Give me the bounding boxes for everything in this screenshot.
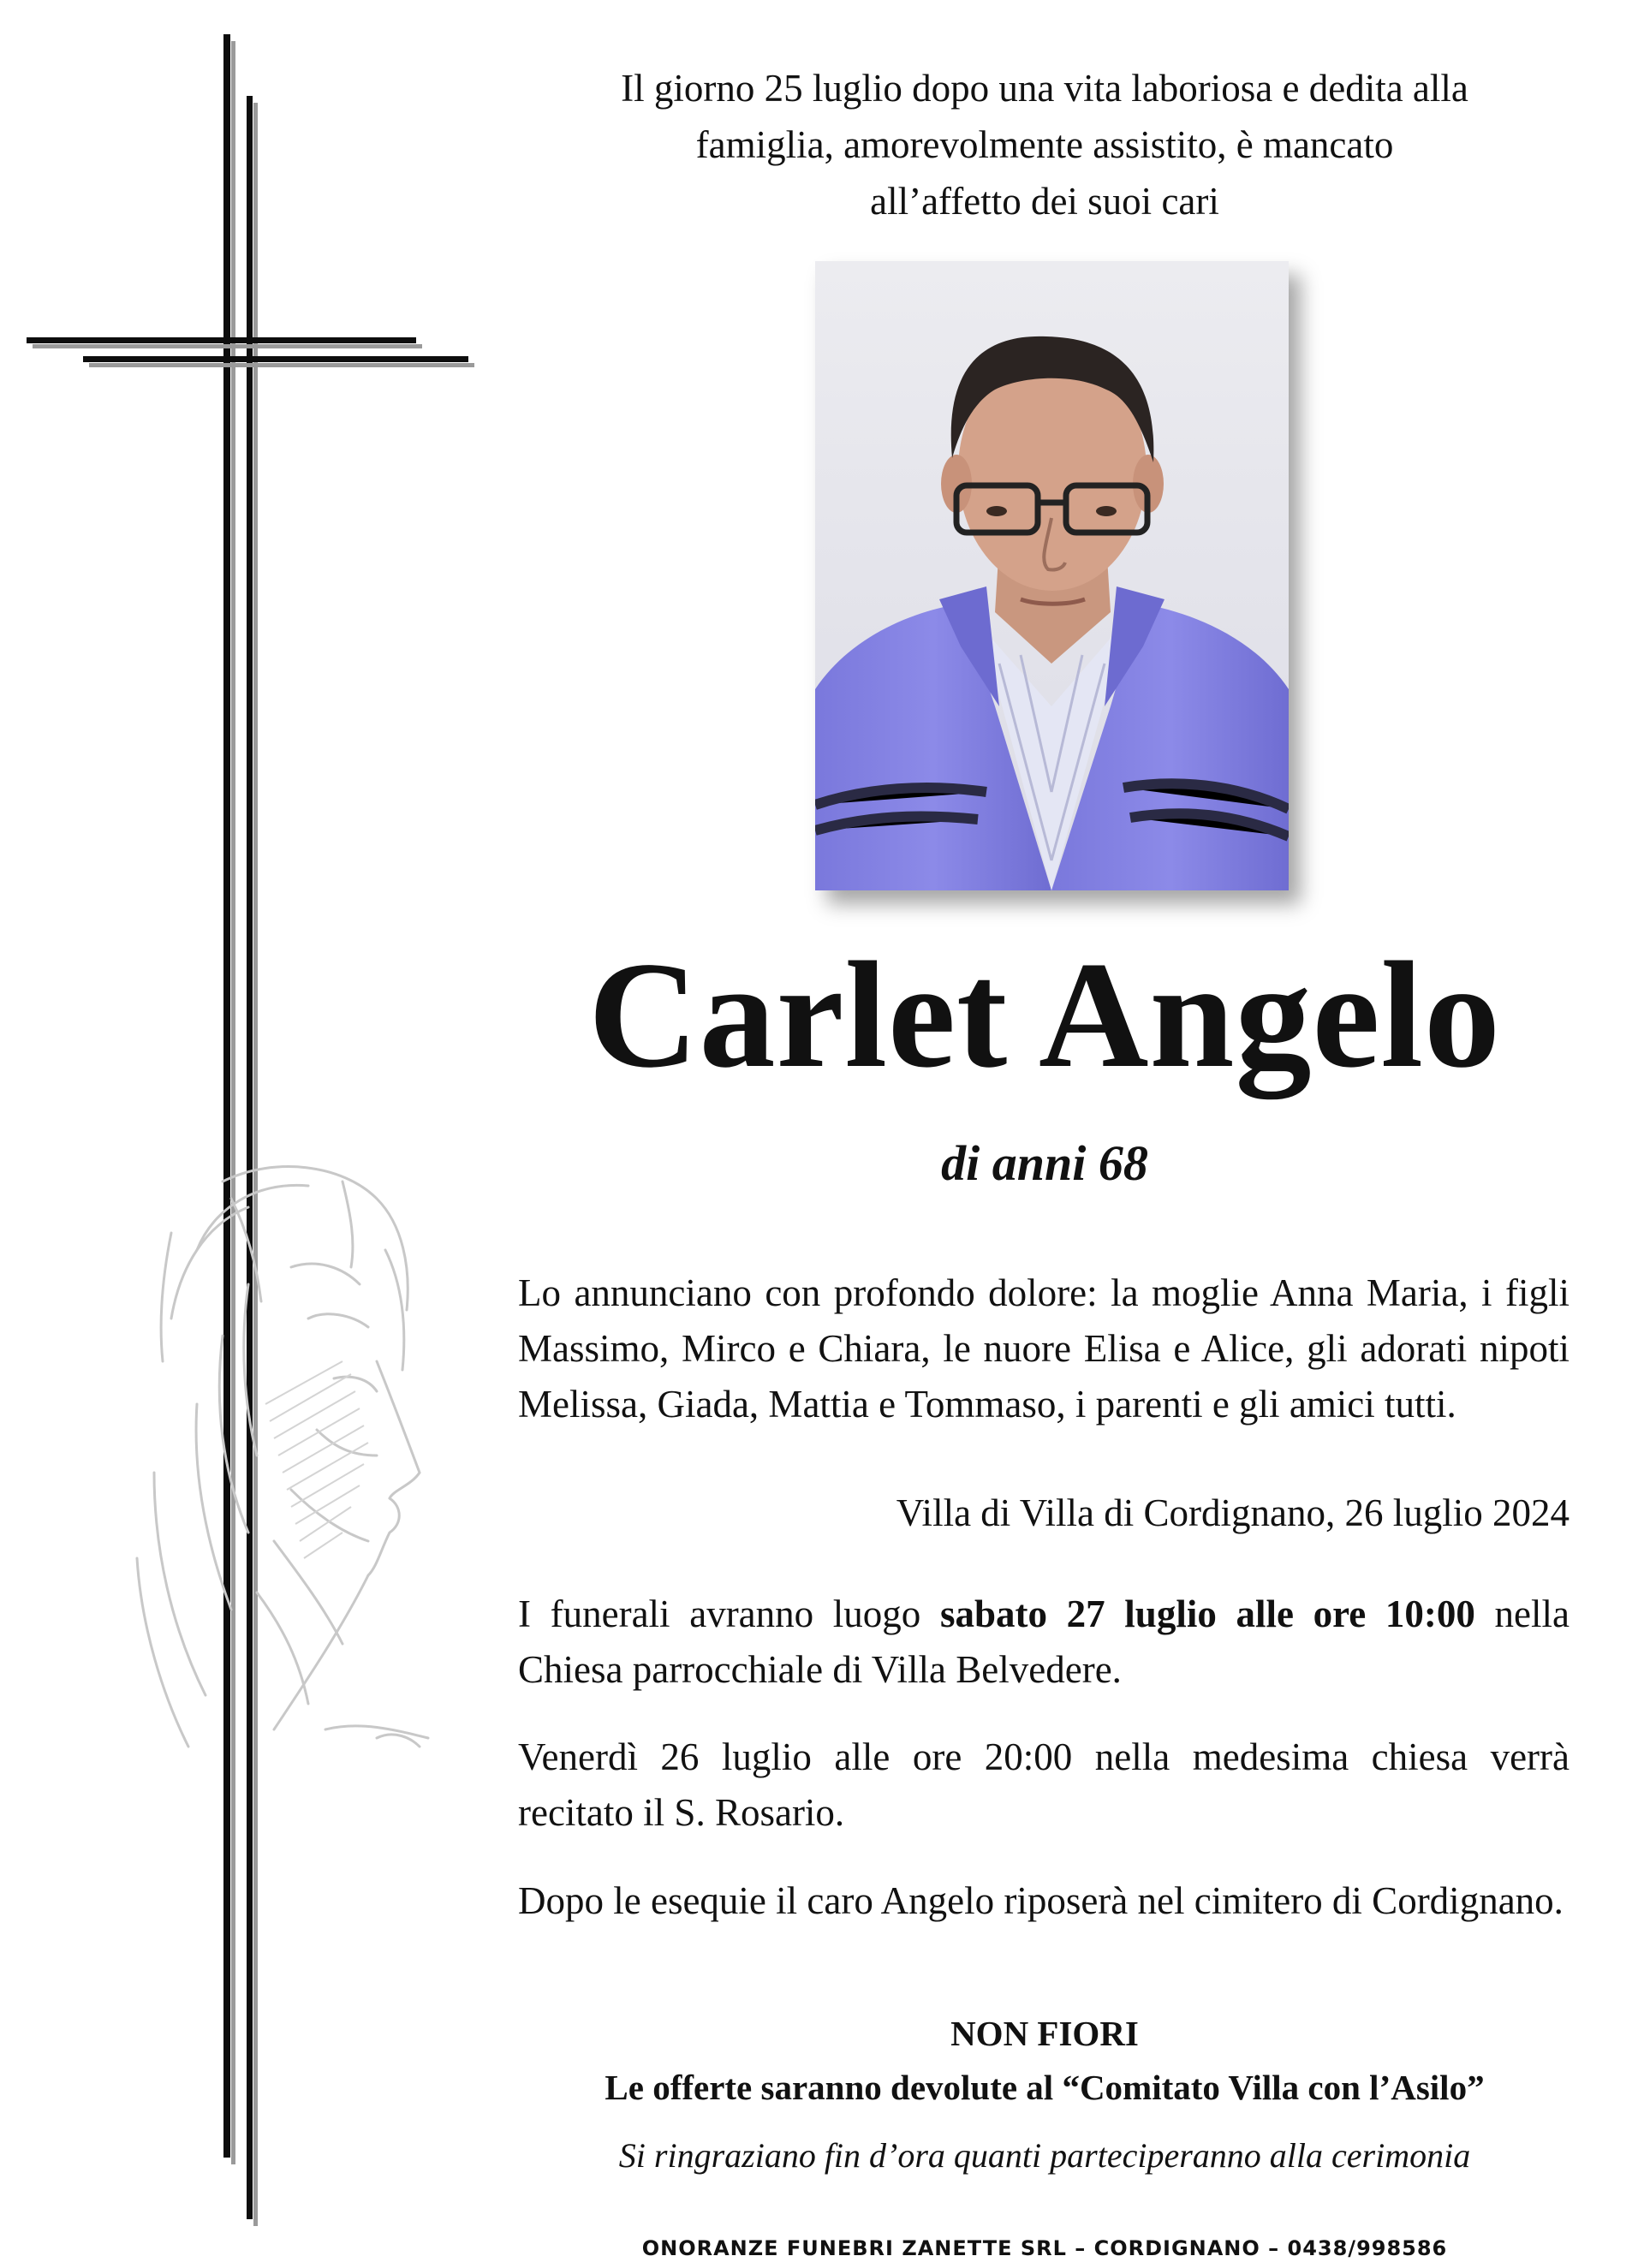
donations-note: Le offerte saranno devolute al “Comitato Villa con l’Asilo” xyxy=(605,2068,1485,2107)
place-date: Villa di Villa di Cordignano, 26 luglio 2024 xyxy=(896,1491,1570,1534)
deceased-age: di anni 68 xyxy=(941,1135,1148,1191)
intro-text xyxy=(514,60,1576,229)
intro-line: all’affetto dei suoi cari xyxy=(870,180,1219,223)
portrait-photo xyxy=(815,261,1289,890)
funeral-info xyxy=(518,1586,1570,1698)
rosary-info: Venerdì 26 luglio alle ore 20:00 nella medesima chiesa verrà recitato il S. Rosario. xyxy=(518,1735,1570,1834)
christ-sketch-icon xyxy=(120,1147,497,1781)
thanks-note: Si ringraziano fin d’ora quanti parteciperanno alla cerimonia xyxy=(618,2136,1471,2175)
intro-line: Il giorno 25 luglio dopo una vita laboriosa e dedita alla xyxy=(621,67,1468,110)
announcement-text: Lo annunciano con profondo dolore: la moglie Anna Maria, i figli Massimo, Mirco e Chiara, le nuore Elisa e Alice, gli adorati nipoti Melissa, Giada, Mattia e Tommaso, i parenti e gli amici tutti. xyxy=(518,1271,1570,1426)
deceased-name: Carlet Angelo xyxy=(588,930,1501,1099)
funeral-home-footer: ONORANZE FUNEBRI ZANETTE SRL – CORDIGNANO – 0438/998586 xyxy=(641,2236,1448,2260)
funeral-datetime: sabato 27 luglio alle ore 10:00 xyxy=(939,1592,1475,1635)
burial-info: Dopo le esequie il caro Angelo riposerà nel cimitero di Cordignano. xyxy=(518,1879,1564,1922)
funeral-prefix: I funerali avranno luogo xyxy=(518,1592,940,1635)
intro-line: famiglia, amorevolmente assistito, è mancato xyxy=(695,123,1394,166)
funeral-suffix: nella Chiesa parrocchiale di Villa Belvedere. xyxy=(518,1592,1570,1691)
non-fiori-heading: NON FIORI xyxy=(950,2014,1139,2053)
